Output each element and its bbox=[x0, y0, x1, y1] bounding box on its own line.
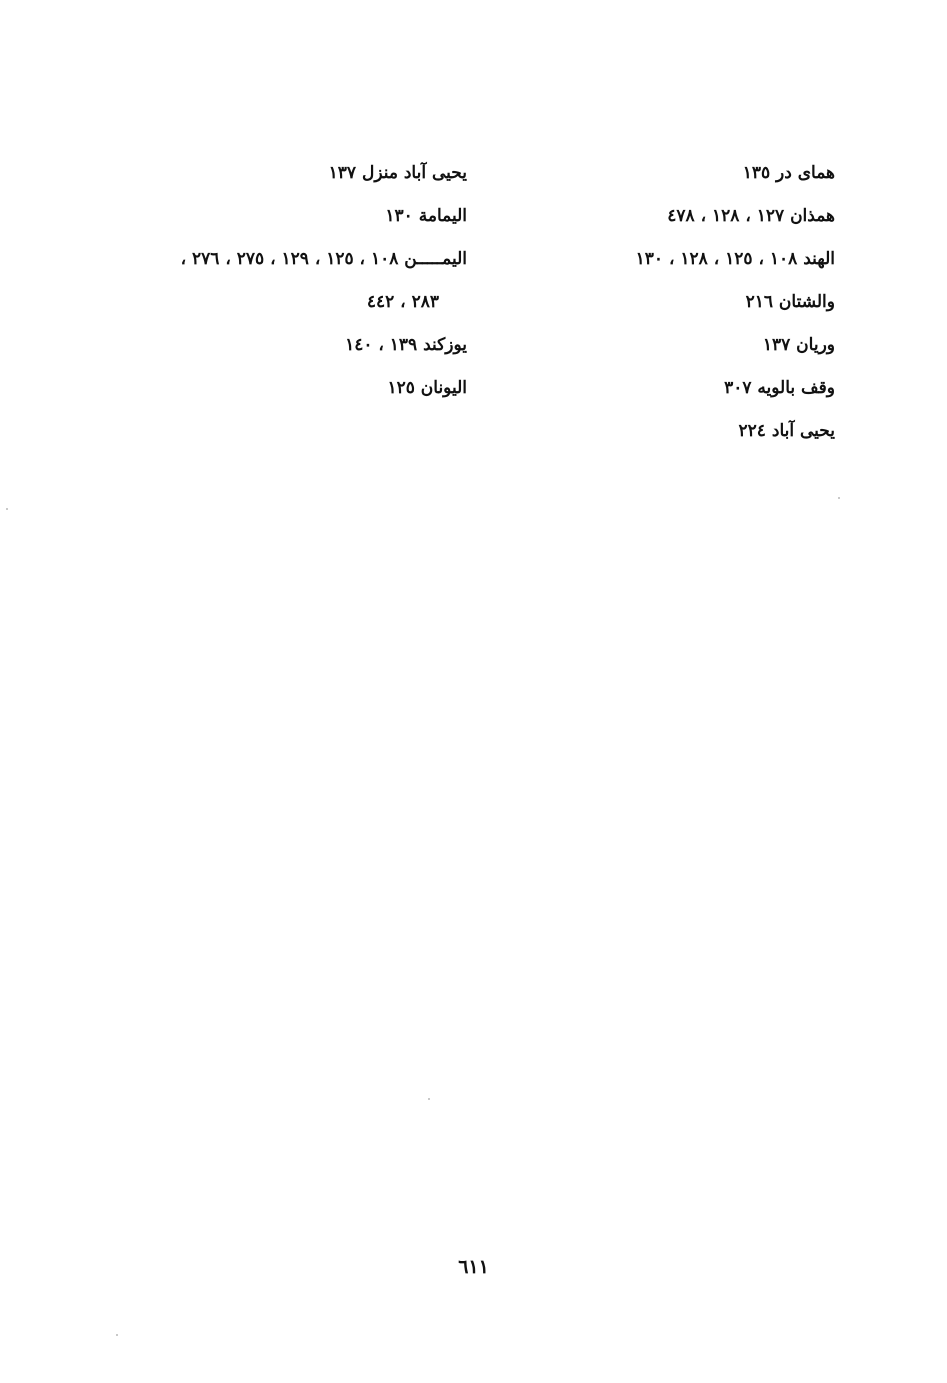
index-entry: اليونان ١٢٥ bbox=[387, 378, 467, 398]
index-entry: يوزكند ١٣٩ ، ١٤٠ bbox=[345, 335, 467, 355]
page-number: ٦١١ bbox=[458, 1256, 489, 1278]
index-entry: يحيى آباد ٢٢٤ bbox=[738, 421, 835, 441]
scan-speck bbox=[838, 497, 840, 499]
index-entry: الهند ١٠٨ ، ١٢٥ ، ١٢٨ ، ١٣٠ bbox=[635, 249, 835, 269]
index-entry: اليمـــــن ١٠٨ ، ١٢٥ ، ١٢٩ ، ٢٧٥ ، ٢٧٦ ، bbox=[180, 249, 467, 269]
index-column-left bbox=[87, 152, 467, 410]
scan-speck bbox=[6, 508, 8, 510]
index-entry: والشتان ٢١٦ bbox=[745, 292, 835, 312]
index-entry-continuation: ٢٨٣ ، ٤٤٢ bbox=[366, 292, 439, 312]
index-column-right bbox=[535, 152, 835, 453]
index-entry: همذان ١٢٧ ، ١٢٨ ، ٤٧٨ bbox=[667, 206, 835, 226]
scan-speck bbox=[428, 1098, 430, 1100]
index-entry: وقف بالويه ٣٠٧ bbox=[724, 378, 835, 398]
index-entry: وريان ١٣٧ bbox=[762, 335, 835, 355]
scan-speck bbox=[116, 1334, 118, 1336]
index-entry: اليمامة ١٣٠ bbox=[385, 206, 467, 226]
index-entry: همای در ١٣٥ bbox=[742, 163, 835, 183]
index-entry: يحيى آباد منزل ١٣٧ bbox=[328, 163, 467, 183]
